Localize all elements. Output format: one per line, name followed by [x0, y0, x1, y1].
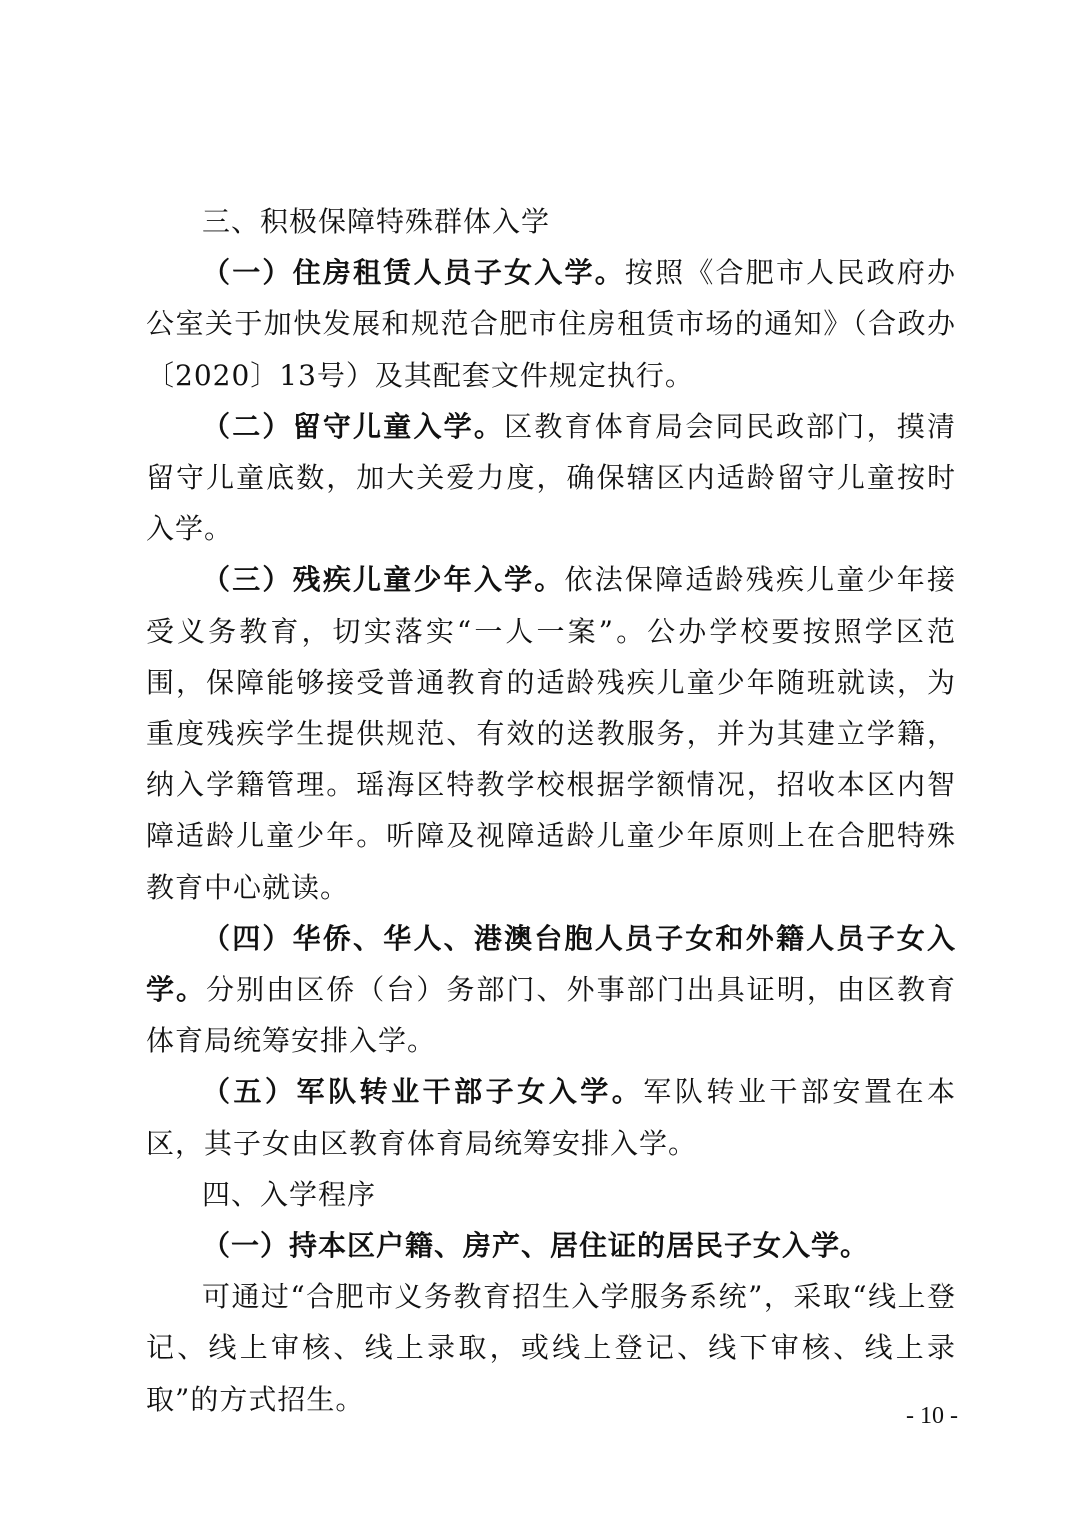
section-3-item-2-text: 区教育体育局会同民政部门，摸清留守儿童底数，加大关爱力度，确保辖区内适龄留守儿童按时入学。 [146, 409, 956, 546]
section-4-item-1-title: （一）持本区户籍、房产、居住证的居民子女入学。 [202, 1229, 870, 1263]
section-3-item-1-text: 按照《合肥市人民政府办公室关于加快发展和规范合肥市住房租赁市场的通知》（合政办〔2020〕13号）及其配套文件规定执行。 [146, 256, 956, 392]
section-4-item-1-body [146, 1271, 956, 1425]
section-3-heading-text: 三、积极保障特殊群体入学 [202, 205, 551, 238]
page-number: - 10 - [906, 1403, 958, 1429]
section-3-item-3-text: 依法保障适龄残疾儿童少年接受义务教育，切实落实“一人一案”。公办学校要按照学区范围，保障能够接受普通教育的适龄残疾儿童少年随班就读，为重度残疾学生提供规范、有效的送教服务，并为其建立学籍，纳入学籍管理。瑶海区特教学校根据学额情况，招收本区内智障适龄儿童少年。听障及视障适龄儿童少年原则上在合肥特殊教育中心就读。 [146, 563, 956, 904]
section-4-item-1-body-text: 可通过“合肥市义务教育招生入学服务系统”，采取“线上登记、线上审核、线上录取，或线上登记、线下审核、线上录取”的方式招生。 [146, 1280, 956, 1416]
section-3-item-2-title: （二）留守儿童入学。 [202, 409, 505, 443]
section-3-item-1-title: （一）住房租赁人员子女入学。 [202, 256, 625, 290]
document-body [146, 196, 956, 1425]
section-3-item-4-text: 分别由区侨（台）务部门、外事部门出具证明，由区教育体育局统筹安排入学。 [146, 973, 956, 1058]
section-4-heading-text: 四、入学程序 [202, 1177, 377, 1211]
section-3-item-2 [146, 401, 956, 555]
section-3-item-4 [146, 913, 956, 1067]
section-4-item-1 [146, 1220, 956, 1271]
section-3-item-5-title: （五）军队转业干部子女入学。 [202, 1075, 644, 1109]
section-3-item-5 [146, 1066, 956, 1168]
section-3-item-4-title: （四）华侨、华人、港澳台胞人员子女和外籍人员子女入学。 [146, 921, 956, 1007]
section-4-heading [146, 1169, 956, 1220]
section-3-heading [146, 196, 956, 247]
section-3-item-1 [146, 247, 956, 401]
section-3-item-3-title: （三）残疾儿童少年入学。 [202, 563, 565, 597]
section-3-item-3 [146, 554, 956, 912]
section-3-item-5-text: 军队转业干部安置在本区，其子女由区教育体育局统筹安排入学。 [146, 1075, 956, 1160]
